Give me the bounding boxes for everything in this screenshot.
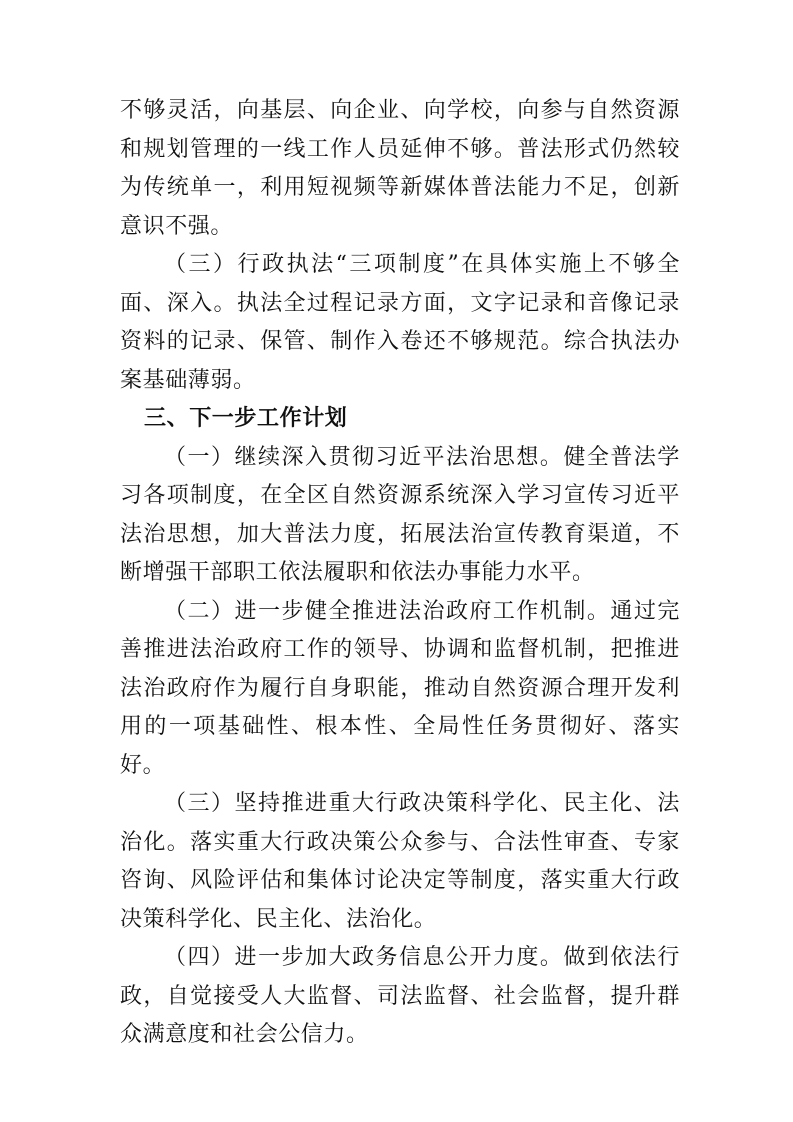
issue-3-paragraph: （三）行政执法“三项制度”在具体实施上不够全面、深入。执法全过程记录方面，文字记录和音像记录资料的记录、保管、制作入卷还不够规范。综合执法办案基础薄弱。 [120,252,680,393]
plan-2-paragraph: （二）进一步健全推进法治政府工作机制。通过完善推进法治政府工作的领导、协调和监督机制，把推进法治政府作为履行自身职能，推动自然资源合理开发利用的一项基础性、根本性、全局性任务贯彻好、落实好。 [120,598,680,778]
plan-1-paragraph: （一）继续深入贯彻习近平法治思想。健全普法学习各项制度，在全区自然资源系统深入学习宣传习近平法治思想，加大普法力度，拓展法治宣传教育渠道，不断增强干部职工依法履职和依法办事能力水平。 [120,444,680,585]
plan-4-paragraph: （四）进一步加大政务信息公开力度。做到依法行政，自觉接受人大监督、司法监督、社会监督，提升群众满意度和社会公信力。 [120,945,680,1047]
continuation-paragraph: 不够灵活，向基层、向企业、向学校，向参与自然资源和规划管理的一线工作人员延伸不够。普法形式仍然较为传统单一，利用短视频等新媒体普法能力不足，创新意识不强。 [120,98,680,239]
document-body [120,92,680,1055]
plan-3-paragraph: （三）坚持推进重大行政决策科学化、民主化、法治化。落实重大行政决策公众参与、合法性审查、专家咨询、风险评估和集体讨论决定等制度，落实重大行政决策科学化、民主化、法治化。 [120,791,680,932]
section-heading: 三、下一步工作计划 [144,406,348,431]
